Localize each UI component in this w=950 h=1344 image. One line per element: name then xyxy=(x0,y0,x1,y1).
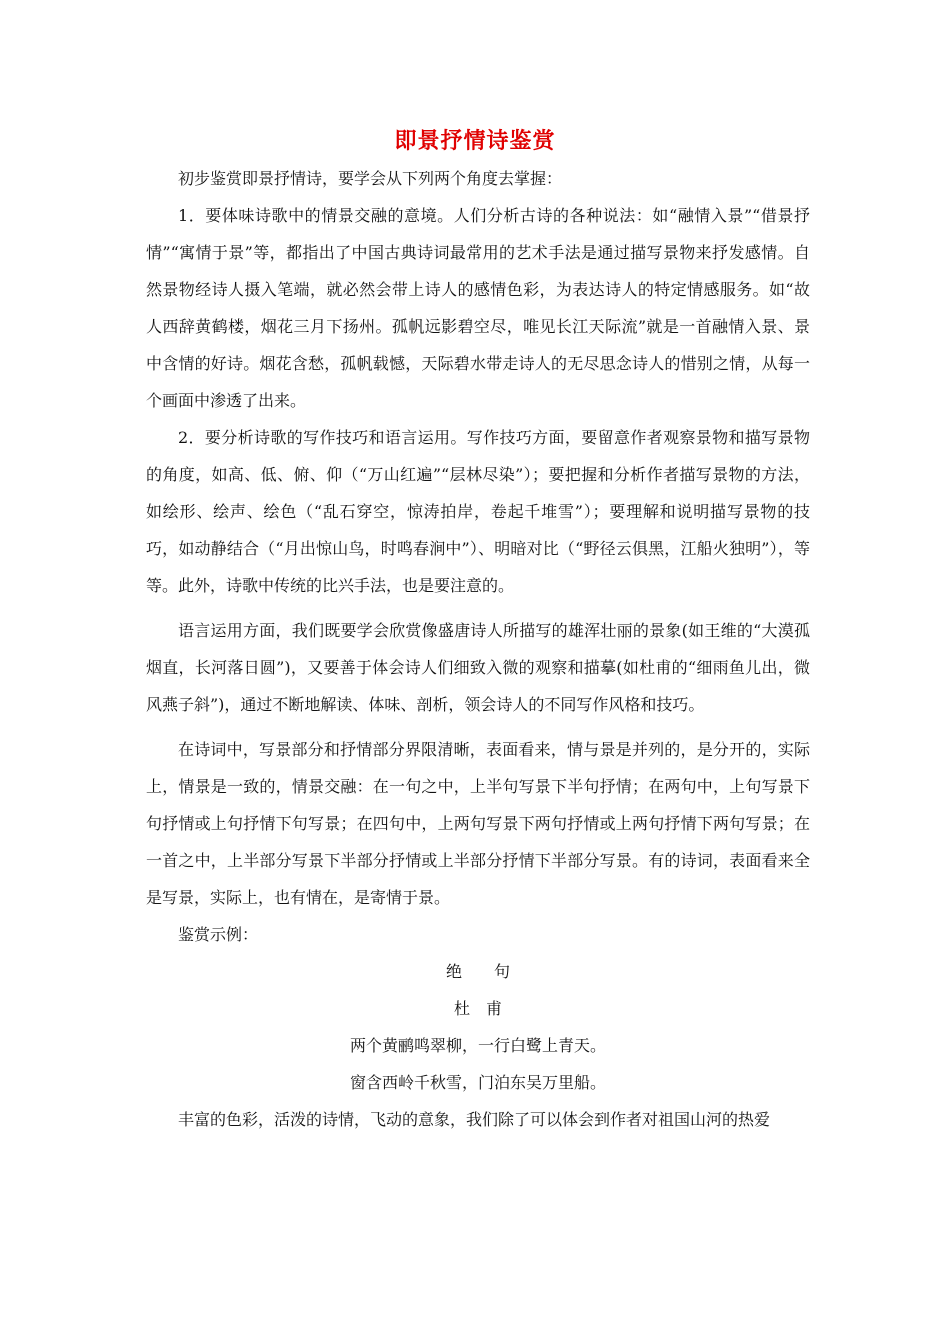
document-body xyxy=(146,160,810,1138)
point-2-paragraph: 2．要分析诗歌的写作技巧和语言运用。写作技巧方面，要留意作者观察景物和描写景物的角度，如高、低、俯、仰（“万山红遍”“层林尽染”）；要把握和分析作者描写景物的方法，如绘形、绘声、绘色（“乱石穿空，惊涛拍岸，卷起千堆雪”）；要理解和说明描写景物的技巧，如动静结合（“月出惊山鸟，时鸣春涧中”）、明暗对比（“野径云俱黑，江船火独明”），等等。此外，诗歌中传统的比兴手法，也是要注意的。 xyxy=(146,428,810,595)
intro-paragraph: 初步鉴赏即景抒情诗，要学会从下列两个角度去掌握： xyxy=(178,169,563,188)
poem-line-1: 两个黄鹂鸣翠柳，一行白鹭上青天。 xyxy=(349,1036,606,1055)
language-paragraph: 语言运用方面，我们既要学会欣赏像盛唐诗人所描写的雄浑壮丽的景象(如王维的“大漠孤烟直，长河落日圆”)，又要善于体会诗人们细致入微的观察和描摹(如杜甫的“细雨鱼儿出，微风燕子斜”)，通过不断地解读、体味、剖析，领会诗人的不同写作风格和技巧。 xyxy=(146,621,810,714)
poem-author: 杜 甫 xyxy=(453,999,502,1018)
poem-line-2: 窗含西岭千秋雪，门泊东吴万里船。 xyxy=(349,1073,606,1092)
poem-title: 绝 句 xyxy=(445,962,510,981)
example-label: 鉴赏示例： xyxy=(178,925,259,944)
page-title: 即景抒情诗鉴赏 xyxy=(394,129,556,154)
analysis-paragraph: 丰富的色彩，活泼的诗情，飞动的意象，我们除了可以体会到作者对祖国山河的热爱 xyxy=(178,1110,771,1129)
scene-emotion-paragraph: 在诗词中，写景部分和抒情部分界限清晰，表面看来，情与景是并列的，是分开的，实际上，情景是一致的，情景交融：在一句之中，上半句写景下半句抒情；在两句中，上句写景下句抒情或上句抒情下句写景；在四句中，上两句写景下两句抒情或上两句抒情下两句写景；在一首之中，上半部分写景下半部分抒情或上半部分抒情下半部分写景。有的诗词，表面看来全是写景，实际上，也有情在，是寄情于景。 xyxy=(146,740,810,907)
point-1-paragraph: 1．要体味诗歌中的情景交融的意境。人们分析古诗的各种说法：如“融情入景”“借景抒情”“寓情于景”等，都指出了中国古典诗词最常用的艺术手法是通过描写景物来抒发感情。自然景物经诗人摄入笔端，就必然会带上诗人的感情色彩，为表达诗人的特定情感服务。如“故人西辞黄鹤楼，烟花三月下扬州。孤帆远影碧空尽，唯见长江天际流”就是一首融情入景、景中含情的好诗。烟花含愁，孤帆载憾，天际碧水带走诗人的无尽思念诗人的惜别之情，从每一个画面中渗透了出来。 xyxy=(146,206,810,410)
